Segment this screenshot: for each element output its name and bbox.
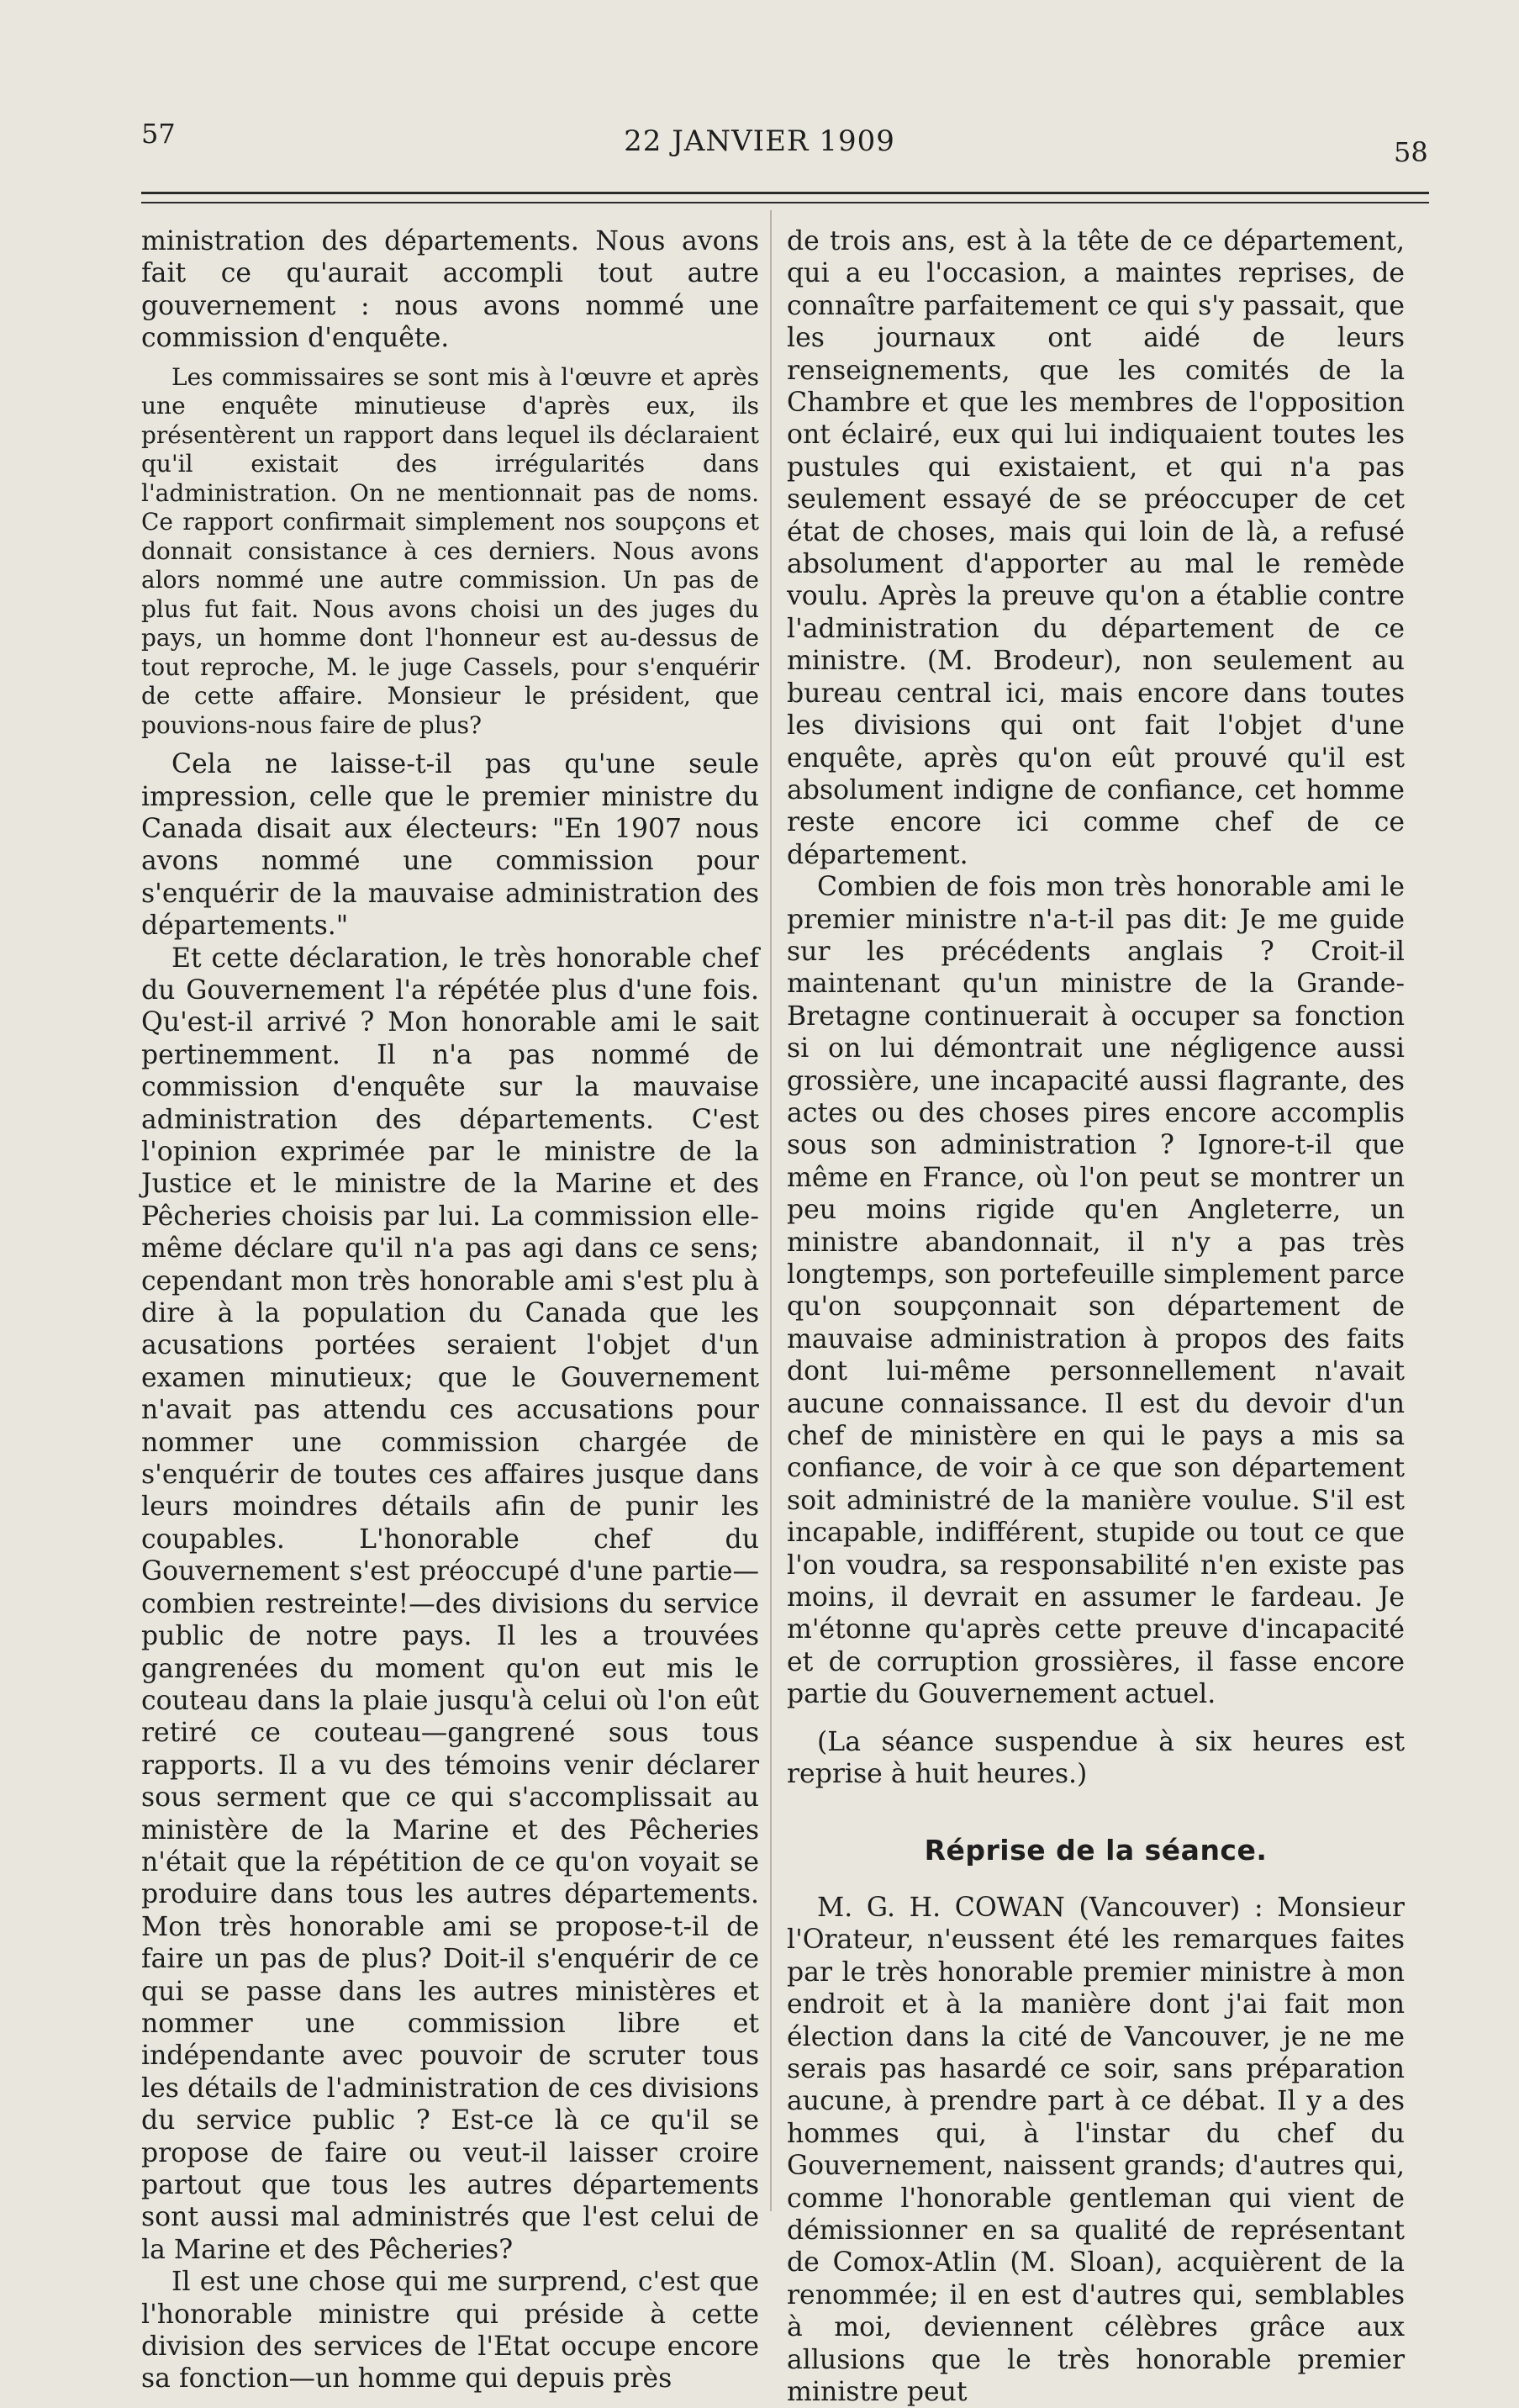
header-rule-thin <box>141 202 1429 203</box>
section-heading: Réprise de la séance. <box>924 1833 1268 1867</box>
page-number-right: 58 <box>1394 136 1428 168</box>
paragraph: Les commissaires se sont mis à l'œuvre et après une enquête minutieuse d'après eux, ils présentèrent un rapport dans lequel ils déclaraient qu'il existait des irrégularités dans l'administration. On ne mentionnait pas de noms. Ce rapport confirmait simplement nos soupçons et donnait consistance à ces derniers. Nous avons alors nommé une autre commission. Un pas de plus fut fait. Nous avons choisi un des juges du pays, un homme dont l'honneur est au-dessus de tout reproche, M. le juge Cassels, pour s'enquérir de cette affaire. Monsieur le président, que pouvions-nous faire de plus? <box>141 362 759 739</box>
paragraph: Et cette déclaration, le très honorable chef du Gouvernement l'a répétée plus d'une fois. Qu'est-il arrivé ? Mon honorable ami le sait pertinemment. Il n'a pas nommé de commission d'enquête sur la mauvaise administration des départements. C'est l'opinion exprimée par le ministre de la Justice et le ministre de la Marine et des Pêcheries choisis par lui. La commission elle-même déclare qu'il n'a pas agi dans ce sens; cependant mon très honorable ami s'est plu à dire à la population du Canada que les acusations portées seraient l'objet d'un examen minutieux; que le Gouvernement n'avait pas attendu ces accusations pour nommer une commission chargée de s'enquérir de toutes ces affaires jusque dans leurs moindres détails afin de punir les coupables. L'honorable chef du Gouvernement s'est préoccupé d'une partie—combien restreinte!—des divisions du service public de notre pays. Il les a trouvées gangrenées du moment qu'on eut mis le couteau dans la plaie jusqu'à celui où l'on eût retiré ce couteau—gangrené sous tous rapports. Il a vu des témoins venir déclarer sous serment que ce qui s'accomplissait au ministère de la Marine et des Pêcheries n'était que la répétition de ce qu'on voyait se produire dans tous les autres départements. Mon très honorable ami se propose-t-il de faire un pas de plus? Doit-il s'enquérir de ce qui se passe dans les autres ministères et nommer une commission libre et indépendante avec pouvoir de scruter tous les détails de l'administration de ces divisions du service public ? Est-ce là ce qu'il se propose de faire ou veut-il laisser croire partout que tous les autres départements sont aussi mal administrés que l'est celui de la Marine et des Pêcheries? <box>141 943 759 2265</box>
paragraph: M. G. H. COWAN (Vancouver) : Monsieur l'Orateur, n'eussent été les remarques faites par le très honorable premier ministre à mon endroit et à la manière dont j'ai fait mon élection dans la cité de Vancouver, je ne me serais pas hasardé ce soir, sans préparation aucune, à prendre part à ce débat. Il y a des hommes qui, à l'instar du chef du Gouvernement, naissent grands; d'autres qui, comme l'honorable gentleman qui vient de démissionner en sa qualité de représentant de Comox-Atlin (M. Sloan), acquièrent de la renommée; il en est d'autres qui, semblables à moi, deviennent célèbres grâce aux allusions que le très honorable premier ministre peut <box>787 1892 1405 2407</box>
paragraph: ministration des départements. Nous avons fait ce qu'aurait accompli tout autre gouvernement : nous avons nommé une commission d'enquête. <box>141 226 759 354</box>
paragraph: Cela ne laisse-t-il pas qu'une seule impression, celle que le premier ministre du Canada disait aux électeurs: "En 1907 nous avons nommé une commission pour s'enquérir de la mauvaise administration des départements." <box>141 749 759 942</box>
session-note: (La séance suspendue à six heures est reprise à huit heures.) <box>787 1726 1405 1790</box>
header-rule-thick <box>141 192 1429 194</box>
page-header <box>0 0 1519 202</box>
page-date: 22 JANVIER 1909 <box>624 124 895 158</box>
column-divider <box>770 210 772 2211</box>
left-column <box>141 225 759 2395</box>
page-number-left: 57 <box>141 118 176 150</box>
right-column <box>787 225 1405 2408</box>
paragraph: de trois ans, est à la tête de ce département, qui a eu l'occasion, a maintes reprises, de connaître parfaitement ce qui s'y passait, que les journaux ont aidé de leurs renseignements, que les comités de la Chambre et que les membres de l'opposition ont éclairé, eux qui lui indiquaient toutes les pustules qui existaient, et qui n'a pas seulement essayé de se préoccuper de cet état de choses, mais qui loin de là, a refusé absolument d'apporter au mal le remède voulu. Après la preuve qu'on a établie contre l'administration du département de ce ministre. (M. Brodeur), non seulement au bureau central ici, mais encore dans toutes les divisions qui ont fait l'objet d'une enquête, après qu'on eût prouvé qu'il est absolument indigne de confiance, cet homme reste encore ici comme chef de ce département. <box>787 226 1405 870</box>
paragraph: Combien de fois mon très honorable ami le premier ministre n'a-t-il pas dit: Je me guide sur les précédents anglais ? Croit-il maintenant qu'un ministre de la Grande-Bretagne continuerait à occuper sa fonction si on lui démontrait une négligence aussi grossière, une incapacité aussi flagrante, des actes ou des choses pires encore accomplis sous son administration ? Ignore-t-il que même en France, où l'on peut se montrer un peu moins rigide qu'en Angleterre, un ministre abandonnait, il n'y a pas très longtemps, son portefeuille simplement parce qu'on soupçonnait son département de mauvaise administration à propos des faits dont lui-même personnellement n'avait aucune connaissance. Il est du devoir d'un chef de ministère en qui le pays a mis sa confiance, de voir à ce que son département soit administré de la manière voulue. S'il est incapable, indifférent, stupide ou tout ce que l'on voudra, sa responsabilité n'en existe pas moins, il devrait en assumer le fardeau. Je m'étonne qu'après cette preuve d'incapacité et de corruption grossières, il fasse encore partie du Gouvernement actuel. <box>787 872 1405 1710</box>
paragraph: Il est une chose qui me surprend, c'est que l'honorable ministre qui préside à cette division des services de l'Etat occupe encore sa fonction—un homme qui depuis près <box>141 2267 759 2395</box>
